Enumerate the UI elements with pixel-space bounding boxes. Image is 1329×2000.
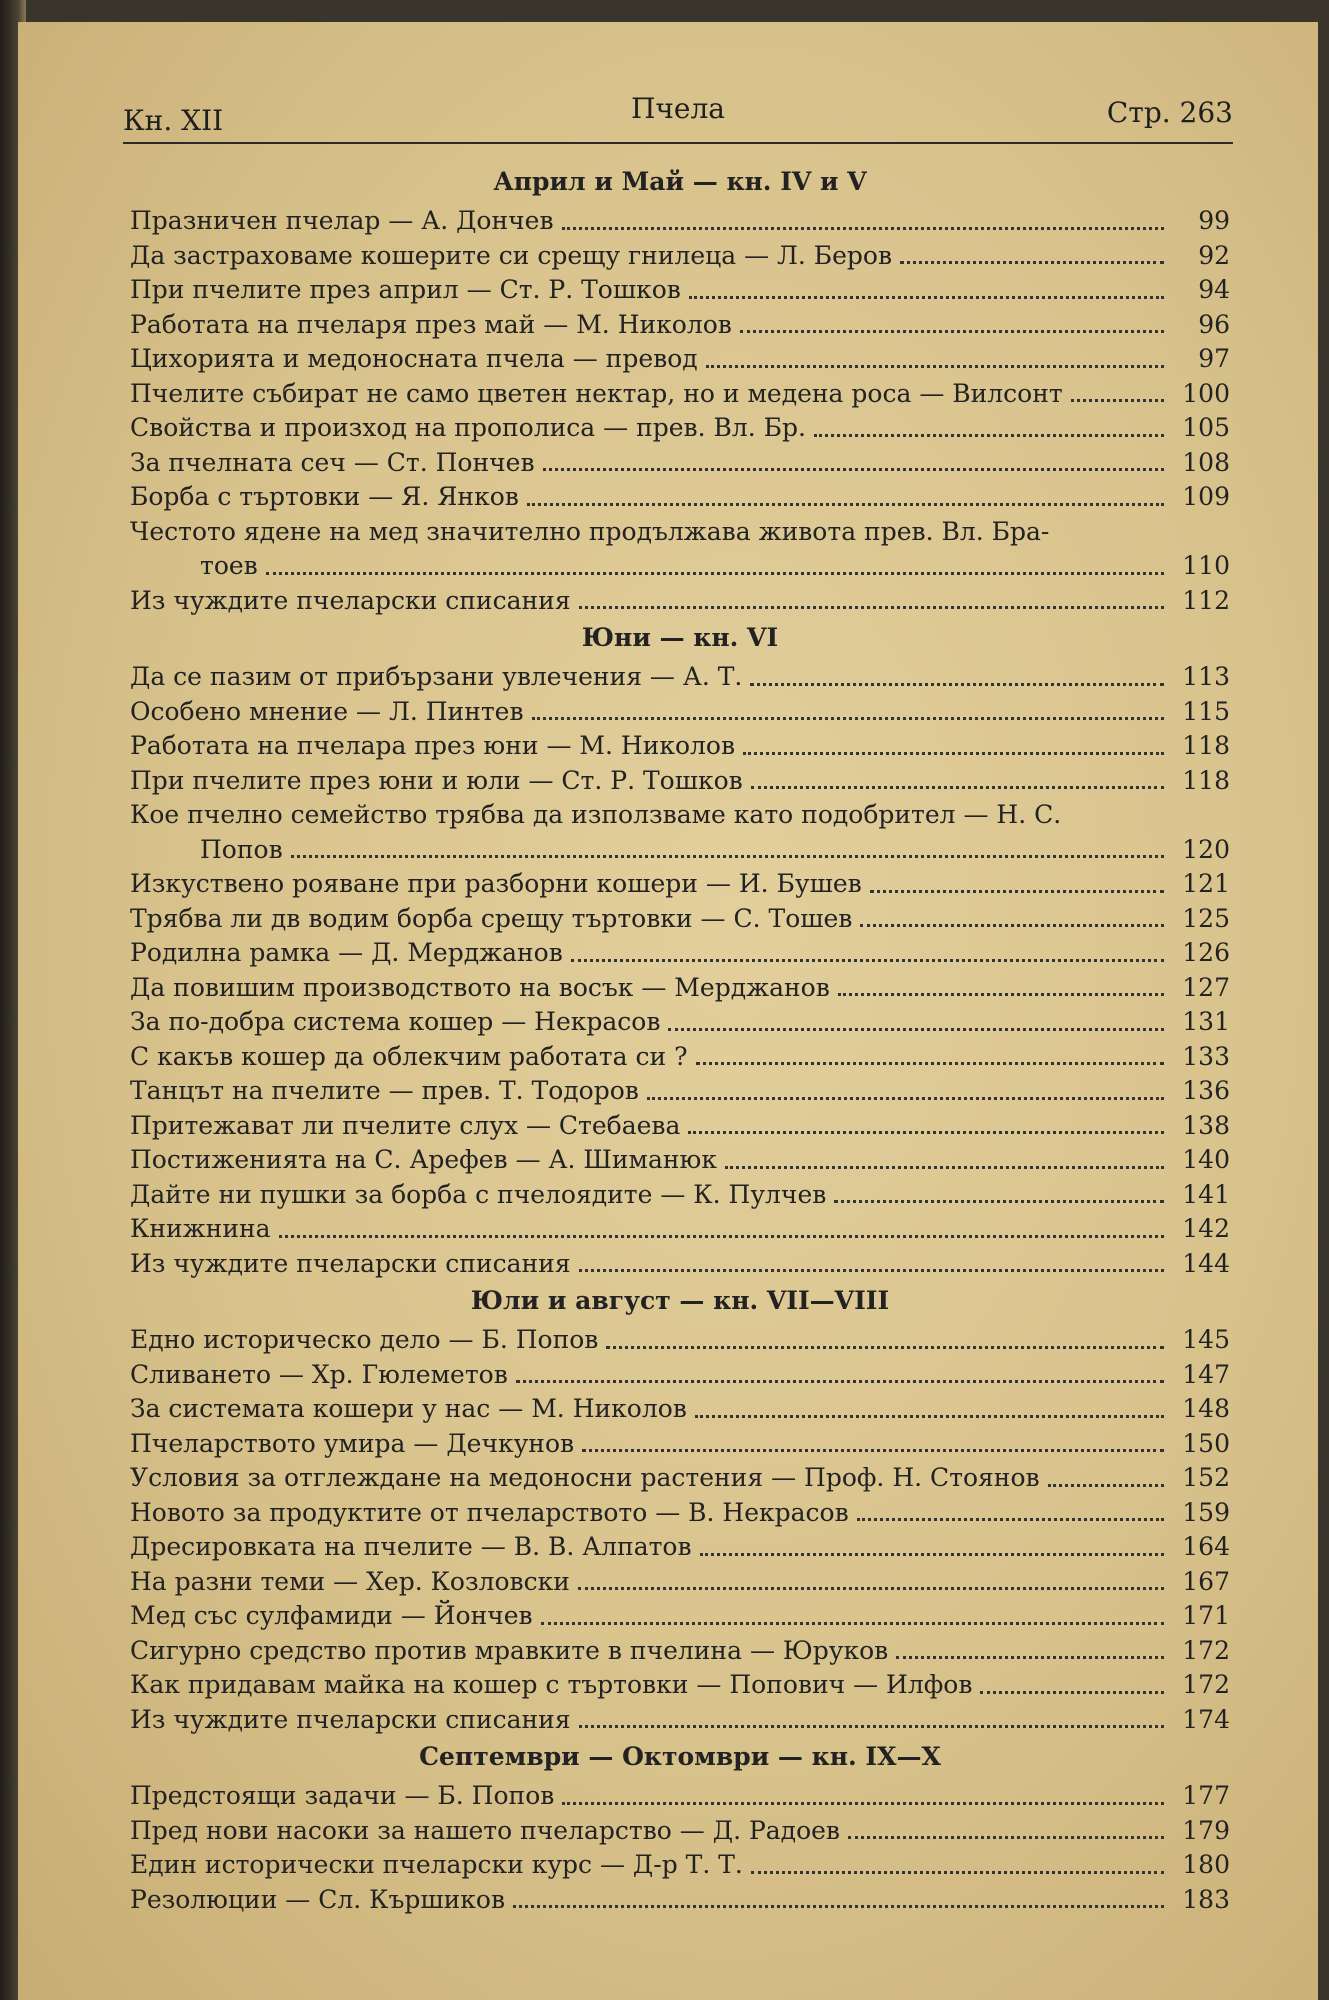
table-of-contents bbox=[130, 162, 1230, 1942]
entry-title: Работата на пчеларя през май — М. Николов bbox=[130, 309, 732, 339]
toc-entry bbox=[130, 377, 1230, 412]
entry-page: 110 bbox=[1182, 551, 1230, 580]
entry-page: 148 bbox=[1182, 1394, 1230, 1423]
entry-page: 131 bbox=[1182, 1007, 1230, 1036]
entry-title: Пред нови насоки за нашето пчеларство — Д. Радоев bbox=[130, 1815, 840, 1845]
toc-entry bbox=[130, 936, 1230, 971]
entry-page: 115 bbox=[1182, 696, 1230, 726]
entry-title: Работата на пчелара през юни — М. Николов bbox=[130, 731, 736, 760]
entry-title: Изкуствено рояване при разборни кошери — И. Бушев bbox=[130, 869, 862, 898]
entry-page: 118 bbox=[1182, 731, 1230, 760]
entry-page: 167 bbox=[1182, 1566, 1230, 1596]
toc-entry bbox=[130, 660, 1230, 695]
entry-title: Пчелите събират не само цветен нектар, но и медена роса — Вилсонт bbox=[130, 378, 1063, 408]
entry-title: Сигурно средство против мравките в пчелина — Юруков bbox=[130, 1635, 889, 1665]
entry-page: 133 bbox=[1182, 1041, 1230, 1071]
dot-leader bbox=[579, 1269, 1164, 1272]
dot-leader bbox=[516, 1380, 1164, 1383]
toc-entry bbox=[130, 1530, 1230, 1565]
entry-title: За системата кошери у нас — М. Николов bbox=[130, 1394, 687, 1423]
entry-title: За пчелната сеч — Ст. Пончев bbox=[130, 447, 535, 477]
entry-title-continuation: Попов bbox=[200, 834, 283, 864]
entry-title: Из чуждите пчеларски списания bbox=[130, 585, 571, 615]
entry-title: Дресировката на пчелите — В. В. Алпатов bbox=[130, 1532, 692, 1561]
entry-page: 145 bbox=[1182, 1325, 1230, 1354]
volume-label: Кн. XII bbox=[123, 104, 224, 137]
entry-page: 174 bbox=[1182, 1704, 1230, 1734]
toc-entry bbox=[130, 342, 1230, 377]
dot-leader bbox=[532, 717, 1164, 720]
entry-page: 113 bbox=[1182, 662, 1230, 691]
entry-title: Предстоящи задачи — Б. Попов bbox=[130, 1781, 555, 1810]
entry-page: 108 bbox=[1182, 447, 1230, 477]
dot-leader bbox=[527, 503, 1164, 506]
entry-page: 147 bbox=[1182, 1359, 1230, 1389]
entry-title: На разни теми — Хер. Козловски bbox=[130, 1566, 570, 1596]
toc-entry-continuation bbox=[130, 549, 1230, 584]
toc-entry bbox=[130, 1427, 1230, 1462]
entry-title: Дайте ни пушки за борба с пчелоядите — К. Пулчев bbox=[130, 1179, 827, 1209]
entry-page: 125 bbox=[1182, 903, 1230, 933]
entry-title: Един исторически пчеларски курс — Д-р Т. Т. bbox=[130, 1850, 743, 1879]
entry-page: 109 bbox=[1182, 482, 1230, 511]
toc-entry bbox=[130, 446, 1230, 481]
toc-entry bbox=[130, 1074, 1230, 1109]
entry-page: 150 bbox=[1182, 1428, 1230, 1458]
section-title: Април и Май — кн. IV и V bbox=[493, 167, 867, 196]
dot-leader bbox=[751, 1871, 1164, 1874]
dot-leader bbox=[513, 1905, 1164, 1908]
dot-leader bbox=[848, 1836, 1164, 1839]
entry-title: Из чуждите пчеларски списания bbox=[130, 1704, 571, 1734]
entry-title: Свойства и произход на прополиса — прев. Вл. Бр. bbox=[130, 413, 806, 442]
toc-entry bbox=[130, 798, 1230, 833]
dot-leader bbox=[896, 1656, 1164, 1659]
toc-entry bbox=[130, 1247, 1230, 1282]
entry-page: 126 bbox=[1182, 938, 1230, 967]
entry-page: 120 bbox=[1182, 834, 1230, 864]
toc-entry bbox=[130, 902, 1230, 937]
toc-entry bbox=[130, 411, 1230, 446]
dot-leader bbox=[688, 1131, 1164, 1134]
toc-entry bbox=[130, 584, 1230, 619]
entry-page: 172 bbox=[1182, 1670, 1230, 1699]
toc-entry bbox=[130, 239, 1230, 274]
entry-page: 183 bbox=[1182, 1884, 1230, 1914]
entry-title: Трябва ли дв водим борба срещу търтовки — С. Тошев bbox=[130, 903, 853, 933]
entry-page: 94 bbox=[1198, 275, 1230, 304]
toc-entry bbox=[130, 1358, 1230, 1393]
entry-title: Родилна рамка — Д. Мерджанов bbox=[130, 938, 563, 967]
toc-entry bbox=[130, 764, 1230, 799]
entry-title: Едно историческо дело — Б. Попов bbox=[130, 1325, 599, 1354]
dot-leader bbox=[725, 1166, 1164, 1169]
dot-leader bbox=[860, 924, 1164, 927]
section-title: Юли и август — кн. VII—VIII bbox=[470, 1286, 890, 1315]
entry-title: Цихорията и медоносната пчела — превод bbox=[130, 344, 698, 373]
dot-leader bbox=[706, 365, 1164, 368]
dot-leader bbox=[266, 572, 1164, 575]
entry-title: При пчелите през юни и юли — Ст. Р. Тошков bbox=[130, 765, 743, 795]
toc-entry bbox=[130, 1883, 1230, 1918]
dot-leader bbox=[834, 1200, 1164, 1203]
entry-page: 144 bbox=[1182, 1248, 1230, 1278]
toc-entry bbox=[130, 1779, 1230, 1814]
entry-page: 171 bbox=[1182, 1601, 1230, 1630]
entry-title: Честото ядене на мед значително продължава живота прев. Вл. Бра- bbox=[130, 516, 1050, 546]
entry-page: 180 bbox=[1182, 1850, 1230, 1879]
dot-leader bbox=[689, 296, 1164, 299]
dot-leader bbox=[870, 890, 1164, 893]
toc-entry bbox=[130, 1143, 1230, 1178]
toc-entry bbox=[130, 1634, 1230, 1669]
dot-leader bbox=[696, 1062, 1165, 1065]
entry-page: 92 bbox=[1198, 240, 1230, 270]
entry-title: При пчелите през април — Ст. Р. Тошков bbox=[130, 275, 681, 304]
toc-section bbox=[130, 624, 1230, 1281]
toc-entry bbox=[130, 1599, 1230, 1634]
toc-entry bbox=[130, 1212, 1230, 1247]
entry-title: Условия за отглеждане на медоносни растения — Проф. Н. Стоянов bbox=[130, 1463, 1040, 1492]
toc-entry bbox=[130, 1005, 1230, 1040]
dot-leader bbox=[541, 1622, 1164, 1625]
dot-leader bbox=[980, 1691, 1164, 1694]
dot-leader bbox=[562, 227, 1164, 230]
toc-entry bbox=[130, 515, 1230, 550]
book-page bbox=[18, 22, 1318, 2000]
dot-leader bbox=[543, 468, 1164, 471]
toc-entry bbox=[130, 273, 1230, 308]
entry-page: 118 bbox=[1182, 765, 1230, 795]
entry-page: 159 bbox=[1182, 1497, 1230, 1527]
dot-leader bbox=[582, 1449, 1164, 1452]
toc-entry bbox=[130, 1848, 1230, 1883]
dot-leader bbox=[562, 1802, 1164, 1805]
dot-leader bbox=[1071, 399, 1164, 402]
entry-title: За по-добра система кошер — Некрасов bbox=[130, 1007, 661, 1036]
entry-title: Борба с търтовки — Я. Янков bbox=[130, 482, 519, 511]
entry-title: Сливането — Хр. Гюлеметов bbox=[130, 1359, 508, 1389]
dot-leader bbox=[578, 1587, 1164, 1590]
entry-title: Кое пчелно семейство трябва да използваме като подобрител — Н. С. bbox=[130, 800, 1062, 829]
dot-leader bbox=[743, 752, 1164, 755]
entry-page: 177 bbox=[1182, 1781, 1230, 1810]
entry-title: Да застраховаме кошерите си срещу гнилеца — Л. Беров bbox=[130, 240, 893, 270]
toc-section bbox=[130, 1743, 1230, 1917]
toc-entry bbox=[130, 308, 1230, 343]
toc-entry-continuation bbox=[130, 833, 1230, 868]
toc-entry bbox=[130, 1178, 1230, 1213]
toc-entry bbox=[130, 1496, 1230, 1531]
entry-page: 140 bbox=[1182, 1145, 1230, 1174]
journal-title: Пчела bbox=[631, 92, 725, 125]
entry-page: 152 bbox=[1182, 1463, 1230, 1492]
toc-section bbox=[130, 1287, 1230, 1737]
dot-leader bbox=[857, 1518, 1164, 1521]
entry-title: Пчеларството умира — Дечкунов bbox=[130, 1428, 575, 1458]
dot-leader bbox=[700, 1553, 1164, 1556]
entry-title: Притежават ли пчелите слух — Стебаева bbox=[130, 1110, 681, 1140]
entry-title: Постиженията на С. Арефев — А. Шиманюк bbox=[130, 1145, 717, 1174]
entry-title: Особено мнение — Л. Пинтев bbox=[130, 696, 524, 726]
entry-title: Да повишим производството на восък — Мерджанов bbox=[130, 972, 830, 1002]
entry-page: 105 bbox=[1182, 413, 1230, 442]
toc-entry bbox=[130, 1703, 1230, 1738]
entry-page: 99 bbox=[1198, 206, 1230, 235]
entry-page: 136 bbox=[1182, 1076, 1230, 1105]
entry-page: 179 bbox=[1182, 1815, 1230, 1845]
dot-leader bbox=[291, 855, 1164, 858]
entry-page: 142 bbox=[1182, 1214, 1230, 1243]
dot-leader bbox=[695, 1415, 1164, 1418]
entry-title-continuation: тоев bbox=[200, 551, 258, 580]
toc-entry bbox=[130, 1814, 1230, 1849]
section-title: Септември — Октомври — кн. IX—X bbox=[419, 1742, 941, 1771]
toc-entry bbox=[130, 1109, 1230, 1144]
dot-leader bbox=[740, 330, 1164, 333]
toc-entry bbox=[130, 1392, 1230, 1427]
dot-leader bbox=[606, 1346, 1164, 1349]
entry-page: 164 bbox=[1182, 1532, 1230, 1561]
dot-leader bbox=[571, 959, 1164, 962]
dot-leader bbox=[579, 1725, 1164, 1728]
dot-leader bbox=[579, 606, 1164, 609]
dot-leader bbox=[751, 786, 1164, 789]
entry-title: Из чуждите пчеларски списания bbox=[130, 1248, 571, 1278]
entry-page: 141 bbox=[1182, 1179, 1230, 1209]
toc-entry bbox=[130, 729, 1230, 764]
entry-page: 96 bbox=[1198, 309, 1230, 339]
toc-section bbox=[130, 168, 1230, 618]
dot-leader bbox=[668, 1028, 1164, 1031]
toc-entry bbox=[130, 971, 1230, 1006]
toc-entry bbox=[130, 1565, 1230, 1600]
dot-leader bbox=[814, 434, 1164, 437]
entry-title: Танцът на пчелите — прев. Т. Тодоров bbox=[130, 1076, 639, 1105]
toc-entry bbox=[130, 695, 1230, 730]
entry-page: 121 bbox=[1182, 869, 1230, 898]
toc-entry bbox=[130, 867, 1230, 902]
entry-page: 127 bbox=[1182, 972, 1230, 1002]
entry-page: 172 bbox=[1182, 1635, 1230, 1665]
toc-entry bbox=[130, 480, 1230, 515]
entry-title: Мед със сулфамиди — Йончев bbox=[130, 1601, 533, 1630]
entry-title: Резолюции — Сл. Кършиков bbox=[130, 1884, 506, 1914]
entry-page: 100 bbox=[1182, 378, 1230, 408]
section-title: Юни — кн. VI bbox=[581, 623, 779, 652]
dot-leader bbox=[279, 1235, 1164, 1238]
page-number: Стр. 263 bbox=[1106, 96, 1233, 129]
entry-title: С какъв кошер да облекчим работата си ? bbox=[130, 1041, 688, 1071]
dot-leader bbox=[1048, 1484, 1164, 1487]
entry-title: Как придавам майка на кошер с търтовки — Попович — Илфов bbox=[130, 1670, 973, 1699]
toc-entry bbox=[130, 1323, 1230, 1358]
toc-entry bbox=[130, 204, 1230, 239]
toc-entry bbox=[130, 1461, 1230, 1496]
entry-page: 138 bbox=[1182, 1110, 1230, 1140]
dot-leader bbox=[647, 1097, 1164, 1100]
entry-title: Празничен пчелар — А. Дончев bbox=[130, 206, 554, 235]
page-header bbox=[123, 82, 1233, 144]
toc-entry bbox=[130, 1040, 1230, 1075]
entry-page: 97 bbox=[1198, 344, 1230, 373]
entry-title: Да се пазим от прибързани увлечения — А. Т. bbox=[130, 662, 743, 691]
dot-leader bbox=[838, 993, 1164, 996]
entry-title: Новото за продуктите от пчеларството — В. Некрасов bbox=[130, 1497, 849, 1527]
dot-leader bbox=[750, 683, 1164, 686]
entry-page: 112 bbox=[1182, 585, 1230, 615]
toc-entry bbox=[130, 1668, 1230, 1703]
entry-title: Книжнина bbox=[130, 1214, 271, 1243]
dot-leader bbox=[900, 261, 1164, 264]
